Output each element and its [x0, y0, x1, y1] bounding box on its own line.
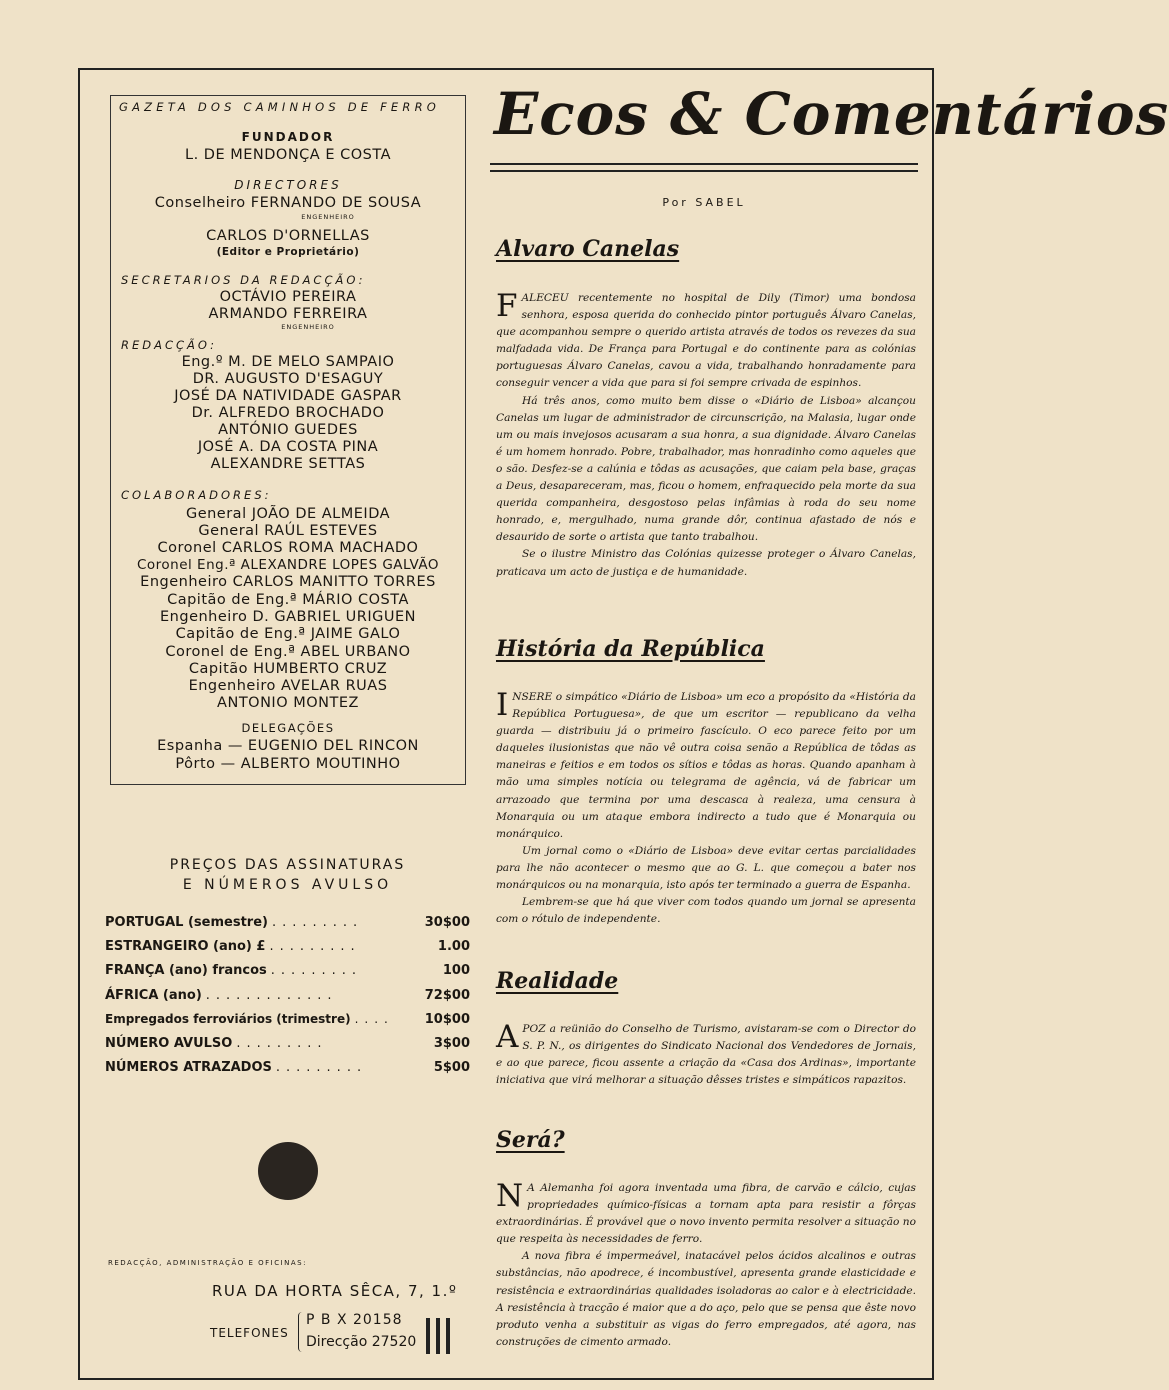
leader-dots: ............. [205, 988, 338, 1003]
article-sera [496, 1180, 916, 1351]
redaccao-item: JOSÉ DA NATIVIDADE GASPAR [174, 388, 402, 404]
article-alvaro-canelas [496, 290, 916, 581]
colaborador-item: General JOÃO DE ALMEIDA [185, 506, 391, 522]
drop-cap: I [496, 687, 509, 723]
fundador-label: FUNDADOR [241, 130, 335, 144]
fundador-name: L. DE MENDONÇA E COSTA [185, 147, 391, 163]
drop-cap: N [496, 1178, 524, 1214]
secretario-2-role: ENGENHEIRO [281, 323, 335, 331]
colaborador-item: Coronel de Eng.ª ABEL URBANO [165, 644, 411, 660]
paragraph: Há três anos, como muito bem disse o «Diário de Lisboa» alcançou Canelas um lugar de administrador de circunscrição, na Malasia, lugar onde um ou mais invejosos acusaram a sua honra, a sua dignidade. Álvaro Canelas é um homem honrado. Pobre, trabalhador, mas honradinho como aqueles que o são. Desfez-se a calúnia e tôdas as acusações, que caiam pela base, graças a Deus, desapareceram, mas, ficou o homem, enfraquecido pela morte da sua querida companheira, desgostoso pelas infâmias à roda do seu nome honrado, e, mergulhado, numa grande dôr, continua afastado de nós e desaurido de sorte o artista que tanto trabalhou. [496, 394, 916, 544]
price-label: ESTRANGEIRO (ano) £ [105, 939, 266, 954]
price-value: 10$00 [424, 1012, 470, 1027]
redaccao-item: JOSÉ A. DA COSTA PINA [197, 439, 379, 455]
colaborador-item: Capitão de Eng.ª MÁRIO COSTA [167, 592, 409, 608]
delegacao-item: Pôrto — ALBERTO MOUTINHO [175, 756, 401, 772]
delegacoes-label: DELEGAÇÕES [241, 721, 335, 735]
colaboradores-label: COLABORADORES: [121, 488, 272, 502]
director-1: Conselheiro FERNANDO DE SOUSA [154, 195, 422, 211]
price-row [105, 1060, 470, 1075]
price-row [105, 988, 470, 1003]
article-realidade [496, 1021, 916, 1089]
leader-dots: ......... [275, 1060, 368, 1075]
article-historia-republica [496, 689, 916, 928]
price-label: ÁFRICA (ano) [105, 988, 202, 1003]
column-title: Ecos & Comentários [494, 80, 1169, 148]
price-label: FRANÇA (ano) francos [105, 963, 267, 978]
redaccao-item: Eng.º M. DE MELO SAMPAIO [181, 354, 395, 370]
leader-dots: ......... [271, 915, 364, 930]
colaborador-item: ANTONIO MONTEZ [217, 695, 359, 711]
brace [298, 1312, 303, 1352]
ink-blot [258, 1142, 318, 1200]
paragraph: Se o ilustre Ministro das Colónias quizesse proteger o Álvaro Canelas, praticava um acto de justiça e de humanidade. [496, 548, 916, 578]
prices-heading-1: PREÇOS DAS ASSINATURAS [169, 857, 406, 873]
phone-pbx: P B X 20158 [306, 1312, 403, 1328]
bars-ornament [426, 1318, 452, 1354]
director-1-role: ENGENHEIRO [301, 213, 355, 221]
paragraph: POZ a reünião do Conselho de Turismo, avistaram-se com o Director do S. P. N., os dirigentes do Sindicato Nacional dos Vendedores de Jornais, e ao que parece, ficou assente a criação da «Casa dos Ardinas», importante iniciativa que virá melhorar a situação dêsses tristes e simpáticos rapazitos. [496, 1023, 916, 1087]
price-row [105, 1036, 470, 1051]
price-value: 5$00 [433, 1060, 470, 1075]
section-title: História da República [496, 636, 765, 662]
redaccao-item: Dr. ALFREDO BROCHADO [191, 405, 385, 421]
price-value: 3$00 [433, 1036, 470, 1051]
leader-dots: ......... [269, 939, 361, 954]
drop-cap: A [496, 1019, 519, 1055]
byline: Por SABEL [662, 196, 746, 209]
price-row [105, 1012, 470, 1027]
paragraph: A nova fibra é impermeável, inatacável pelos ácidos alcalinos e outras substâncias, não apodrece, é incombustível, apresenta grande elasticidade e resistência e extraordinárias qualidades isoladoras ao calor e à electricidade. A resistência à tracção é maior que a do aço, pelo que se pensa que êste novo produto venha a substituir as vigas do ferro empregados, até agora, nas construções de cimento armado. [496, 1250, 916, 1348]
secretario-1: OCTÁVIO PEREIRA [219, 289, 357, 305]
price-value: 1.00 [437, 939, 470, 954]
colaborador-item: General RAÚL ESTEVES [198, 523, 378, 539]
redaccao-address-label: REDACÇÃO, ADMINISTRAÇÃO E OFICINAS: [108, 1259, 307, 1267]
section-title: Será? [496, 1127, 565, 1153]
directores-label: DIRECTORES [234, 178, 342, 192]
delegacao-item: Espanha — EUGENIO DEL RINCON [157, 738, 419, 754]
price-label: PORTUGAL (semestre) [105, 915, 268, 930]
price-row [105, 915, 470, 930]
price-value: 30$00 [424, 915, 470, 930]
colaborador-item: Engenheiro CARLOS MANITTO TORRES [140, 574, 436, 590]
price-row [105, 939, 470, 954]
paragraph: NSERE o simpático «Diário de Lisboa» um eco a propósito da «História da República Portuguesa», de que um escritor — republicano da velha guarda — distribuiu já o primeiro fascículo. O eco parece feito por um daqueles ilusionistas que não vê outra coisa senão a República de tôdas as maneiras e feitios e em todos os sítios e tôdas as horas. Quando apanham à mão uma simples notícia ou telegrama de agência, vá de fabricar um arrazoado que termina por uma descasca à realeza, uma censura à Monarquia ou um ataque embora indirecto a tudo que é Monarquia ou monárquico. [496, 691, 916, 840]
redaccao-item: ANTÓNIO GUEDES [218, 422, 358, 438]
leader-dots: ......... [236, 1036, 328, 1051]
price-value: 72$00 [424, 988, 470, 1003]
redaccao-item: DR. AUGUSTO D'ESAGUY [192, 371, 384, 387]
drop-cap: F [496, 288, 518, 324]
price-label: NÚMERO AVULSO [105, 1036, 233, 1051]
leader-dots: ......... [270, 963, 362, 978]
price-value: 100 [442, 963, 470, 978]
prices-heading-2: E NÚMEROS AVULSO [182, 877, 393, 893]
price-label: Empregados ferroviários (trimestre) [105, 1012, 351, 1026]
price-row [105, 963, 470, 978]
colaborador-item: Coronel CARLOS ROMA MACHADO [157, 540, 419, 556]
paragraph: Um jornal como o «Diário de Lisboa» deve evitar certas parcialidades para lhe não acontecer o mesmo que ao G. L. que começou a bater nos monárquicos ou na monarquia, isto após ter terminado a guerra de Espanha. [496, 844, 916, 892]
address: RUA DA HORTA SÊCA, 7, 1.º [212, 1282, 458, 1300]
colaborador-item: Engenheiro D. GABRIEL URIGUEN [160, 609, 416, 625]
title-rule [490, 170, 918, 172]
title-rule [490, 163, 918, 165]
subscription-prices [105, 855, 470, 1075]
paragraph: Lembrem-se que há que viver com todos quando um jornal se apresenta com o rótulo de independente. [496, 896, 916, 926]
colaborador-item: Coronel Eng.ª ALEXANDRE LOPES GALVÃO [136, 557, 440, 573]
section-title: Alvaro Canelas [496, 236, 680, 262]
masthead-box [110, 95, 466, 785]
redaccao-label: REDACÇÃO: [121, 338, 218, 352]
paragraph: A Alemanha foi agora inventada uma fibra, de carvão e cálcio, cujas propriedades químico-físicas a tornam apta para resistir a fôrças extraordinárias. É provável que o novo invento permita resolver a situação no que respeita às necessidades de ferro. [496, 1182, 916, 1246]
leader-dots: .... [354, 1012, 394, 1026]
colaborador-item: Engenheiro AVELAR RUAS [188, 678, 388, 694]
director-2-role: (Editor e Proprietário) [216, 246, 360, 258]
secretarios-label: SECRETARIOS DA REDACÇÃO: [121, 273, 366, 287]
colaborador-item: Capitão de Eng.ª JAIME GALO [175, 626, 401, 642]
paragraph: ALECEU recentemente no hospital de Dily (Timor) uma bondosa senhora, esposa querida do conhecido pintor português Álvaro Canelas, que acompanhou sempre o querido artista através de todos os revezes da sua malfadada vida. De França para Portugal e do continente para as colónias portuguesas Álvaro Canelas, cavou a vida, trabalhando honradamente para conseguir vencer a vida que para si foi sempre crivada de espinhos. [496, 292, 916, 390]
phone-direccao: Direcção 27520 [306, 1334, 417, 1350]
telefones-label: TELEFONES [210, 1326, 289, 1340]
redaccao-item: ALEXANDRE SETTAS [210, 456, 366, 472]
section-title: Realidade [496, 968, 619, 994]
secretario-2: ARMANDO FERREIRA [208, 306, 368, 322]
paper-name: GAZETA DOS CAMINHOS DE FERRO [119, 100, 441, 114]
director-2: CARLOS D'ORNELLAS [206, 228, 370, 244]
colaborador-item: Capitão HUMBERTO CRUZ [188, 661, 388, 677]
price-label: NÚMEROS ATRAZADOS [105, 1060, 272, 1075]
